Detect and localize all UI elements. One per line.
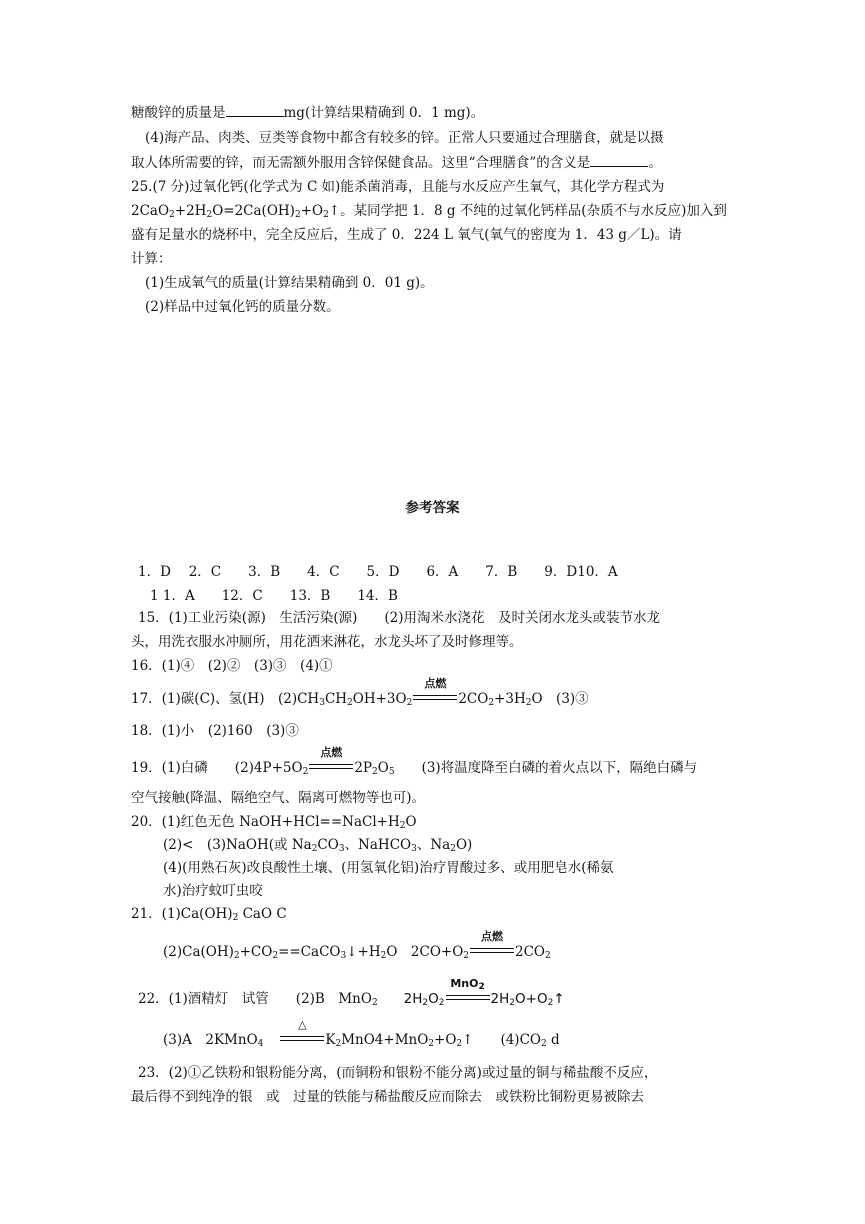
- condition-label: 点燃: [424, 677, 447, 690]
- formula-text: 19．(1)白磷 (2)4P+5O: [131, 760, 303, 776]
- condition-label: 点燃: [320, 746, 343, 759]
- subscript: 2: [540, 1039, 547, 1049]
- subscript: 2: [428, 1039, 435, 1049]
- subscript: 2: [272, 951, 279, 961]
- q25-line3: 盛有足量水的烧杯中，完全反应后，生成了 0．224 L 氧气(氧气的密度为 1．43 g／L)。请: [131, 227, 682, 243]
- subscript: 2: [347, 698, 353, 708]
- formula-text: 2H: [490, 991, 510, 1007]
- formula-text: ==CaCO: [278, 944, 341, 960]
- formula-text: 2CO: [458, 691, 489, 707]
- subscript: 2: [399, 821, 406, 831]
- formula-text: 、Na: [416, 837, 451, 853]
- formula-text: CaO C: [238, 906, 287, 922]
- q25-line1: 25.(7 分)过氧化钙(化学式为 C 如)能杀菌消毒，且能与水反应产生氧气，其化学方程式为: [131, 179, 665, 195]
- q24-line3: [131, 154, 662, 172]
- formula-text: O: [428, 991, 439, 1007]
- equals-bar: [280, 1036, 324, 1041]
- reaction-condition-ignite: [413, 677, 457, 708]
- answer-21-line1: [131, 905, 287, 923]
- subscript: 2: [232, 913, 239, 923]
- reaction-condition-heat: [280, 1018, 324, 1049]
- formula-text: CO: [317, 837, 339, 853]
- formula-text: 2CO: [515, 944, 546, 960]
- answer-20-line4: 水)治疗蚊叮虫咬: [163, 883, 263, 899]
- q24-text: 糖酸锌的质量是: [131, 105, 226, 121]
- subscript: 2: [371, 998, 378, 1008]
- subscript: 2: [525, 698, 532, 708]
- answer-row-1: 1．D 2．C 3．B 4．C 5．D 6．A 7．B 9．D10．A: [138, 564, 618, 580]
- subscript: 2: [302, 767, 309, 777]
- formula-text: +O: [300, 203, 324, 219]
- formula-text: O+O: [515, 991, 548, 1007]
- subscript: 2: [463, 951, 470, 961]
- formula-text: O=2Ca(OH): [212, 203, 295, 219]
- formula-text: O): [455, 837, 473, 853]
- formula-text: 2CaO: [131, 203, 170, 219]
- answer-19-line1: [131, 746, 698, 777]
- formula-text: +CO: [239, 944, 273, 960]
- subscript: 2: [488, 698, 495, 708]
- formula-text: O 2CO+O: [386, 944, 464, 960]
- subscript: 2: [380, 951, 387, 961]
- formula-text: MnO4+MnO: [341, 1032, 429, 1048]
- subscript: 2: [545, 951, 551, 961]
- answer-23-line2: 最后得不到纯净的银 或 过量的铁能与稀盐酸反应而除去 或铁粉比铜粉更易被除去: [131, 1089, 644, 1105]
- reaction-condition-catalyst: [446, 977, 490, 1008]
- subscript: 2: [406, 698, 413, 708]
- subscript: 2: [372, 767, 378, 777]
- formula-text: 、NaHCO: [344, 837, 412, 853]
- subscript: 2: [478, 982, 485, 992]
- formula-text: 2P: [354, 760, 372, 776]
- answer-19-line2: 空气接触(降温、隔绝空气、隔离可燃物等也可)。: [131, 790, 426, 806]
- subscript: 2: [422, 998, 429, 1008]
- q24-line1: [131, 104, 484, 122]
- equals-bar: [413, 695, 457, 700]
- subscript: 2: [450, 844, 456, 854]
- q25-line2: [131, 202, 727, 220]
- subscript: 2: [311, 844, 318, 854]
- equals-bar: [446, 995, 490, 1000]
- q24-text: mg(计算结果精确到 0．1 mg)。: [283, 105, 485, 121]
- subscript: 3: [411, 844, 417, 854]
- formula-text: O (3)③: [531, 691, 589, 707]
- answer-blank[interactable]: [226, 104, 284, 117]
- answer-20-line3: (4)(用熟石灰)改良酸性土壤、(用氢氧化铝)治疗胃酸过多、或用肥皂水(稀氨: [163, 860, 614, 876]
- answer-row-2: 1 1．A 12．C 13．B 14．B: [150, 588, 398, 604]
- equals-bar: [309, 764, 353, 769]
- subscript: 2: [547, 998, 554, 1008]
- q24-text: 。: [648, 155, 662, 171]
- answer-20-line2: [163, 836, 472, 854]
- subscript: 3: [338, 844, 345, 854]
- formula-text: (3)将温度降至白磷的着火点以下，隔绝白磷与: [394, 760, 698, 776]
- formula-text: 21．(1)Ca(OH): [131, 906, 233, 922]
- subscript: 3: [340, 951, 347, 961]
- formula-text: (2)< (3)NaOH(或 Na: [163, 837, 312, 853]
- formula-text: +O: [434, 1032, 457, 1048]
- formula-text: d: [546, 1032, 560, 1048]
- q24-text: 取人体所需要的锌，而无需额外服用含锌保健食品。这里“合理膳食”的含义是: [131, 155, 591, 171]
- formula-text: K: [325, 1032, 336, 1048]
- answer-17: [131, 677, 589, 708]
- heat-symbol: △: [298, 1018, 307, 1031]
- catalyst-text: MnO: [450, 977, 479, 990]
- subscript: 2: [438, 998, 445, 1008]
- formula-text: +3H: [494, 691, 526, 707]
- answer-20-line1: [131, 813, 417, 831]
- formula-text: ↓+H: [346, 944, 381, 960]
- subscript: 5: [388, 767, 395, 777]
- formula-text: ↑: [553, 991, 565, 1007]
- subscript: 2: [233, 951, 240, 961]
- condition-label: [446, 975, 490, 993]
- subscript: 2: [323, 210, 329, 220]
- formula-text: O: [377, 760, 389, 776]
- answer-15-line2: 头，用洗衣服水冲厕所，用花洒来淋花，水龙头坏了及时修理等。: [131, 634, 523, 650]
- formula-text: ↑。某同学把 1．8 g 不纯的过氧化钙样品(杂质不与水反应)加入到: [328, 203, 727, 219]
- reaction-condition-ignite: [309, 746, 353, 777]
- answer-22-line2: [163, 1018, 560, 1049]
- formula-text: ↑ (4)CO: [462, 1032, 541, 1048]
- q24-line2: (4)海产品、肉类、豆类等食物中都含有较多的锌。正常人只要通过合理膳食，就是以摄: [145, 130, 664, 146]
- formula-text: (3)A 2KMnO: [163, 1032, 258, 1048]
- q25-line4: 计算：: [131, 251, 172, 267]
- answers-title: 参考答案: [405, 500, 460, 516]
- subscript: 2: [509, 998, 516, 1008]
- reaction-condition-ignite: [470, 930, 514, 961]
- q25-item2: (2)样品中过氧化钙的质量分数。: [145, 299, 340, 315]
- formula-text: (2)Ca(OH): [163, 944, 234, 960]
- formula-text: 20．(1)红色无色 NaOH+HCl==NaCl+H: [131, 814, 400, 830]
- formula-text: 2H: [403, 991, 423, 1007]
- answer-23-line1: 23．(2)①乙铁粉和银粉能分离，(而铜粉和银粉不能分离)或过量的铜与稀盐酸不反应，: [138, 1065, 658, 1081]
- answer-21-line2: [163, 930, 551, 961]
- formula-text: CH: [324, 691, 348, 707]
- subscript: 2: [206, 210, 213, 220]
- answer-blank[interactable]: [590, 154, 648, 167]
- subscript: 3: [319, 698, 325, 708]
- formula-text: O: [405, 814, 417, 830]
- equation-2: [403, 977, 565, 1008]
- q25-item1: (1)生成氧气的质量(计算结果精确到 0．01 g)。: [145, 275, 434, 291]
- formula-text: 17．(1)碳(C)、氢(H) (2)CH: [131, 691, 320, 707]
- subscript: 2: [294, 210, 301, 220]
- equals-bar: [470, 948, 514, 953]
- answer-16: 16．(1)④ (2)② (3)③ (4)①: [131, 658, 333, 674]
- subscript: 2: [169, 210, 175, 220]
- subscript: 4: [257, 1039, 264, 1049]
- formula-text: OH+3O: [352, 691, 407, 707]
- answer-22-line1: [138, 977, 565, 1008]
- subscript: 2: [456, 1039, 463, 1049]
- subscript: 2: [335, 1039, 342, 1049]
- formula-text: +2H: [174, 203, 207, 219]
- answer-15-line1: 15．(1)工业污染(源) 生活污染(源) (2)用淘米水浇花 及时关闭水龙头或装节水龙: [138, 610, 660, 626]
- condition-label: 点燃: [481, 930, 504, 943]
- answer-18: 18．(1)小 (2)160 (3)③: [131, 723, 299, 739]
- formula-text: 22．(1)酒精灯 试管 (2)B MnO: [138, 991, 372, 1007]
